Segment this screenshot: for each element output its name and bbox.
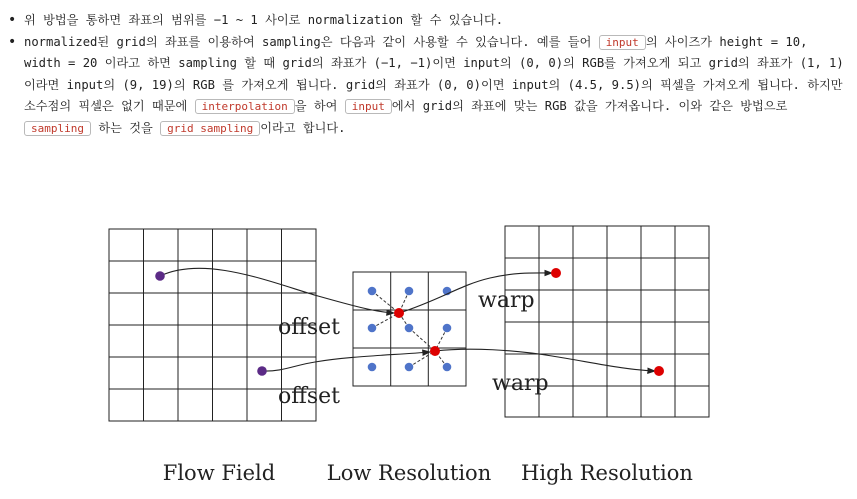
bullet-text-1: 위 방법을 통하면 좌표의 범위를 −1 ~ 1 사이로 normalization 할 수 있습니다. [24, 13, 504, 27]
offset-label-top: offset [278, 315, 341, 340]
code-input: input [599, 35, 646, 50]
caption-low-resolution: Low Resolution [326, 461, 492, 485]
bullet-text-2e: 하는 것을 [90, 120, 161, 135]
sample-point [443, 363, 452, 372]
code-grid-sampling: grid sampling [160, 121, 260, 136]
bullet-text-2c: 을 하여 [294, 99, 345, 114]
caption-high-resolution: High Resolution [521, 461, 693, 485]
caption-flow-field: Flow Field [162, 461, 276, 485]
bullet-text-2a: normalized된 grid의 좌표를 이용하여 sampling은 다음과 같이 사용할 수 있습니다. 예를 들어 [24, 34, 599, 49]
warped-point-top [551, 268, 561, 278]
bullet-text-2d: 에서 grid의 좌표에 맞는 RGB 값을 가져옵니다. 이와 같은 방법으로 [391, 99, 788, 114]
flow-field-point-top [155, 271, 165, 281]
code-input-2: input [345, 99, 392, 114]
low-resolution-sample-points [368, 287, 452, 372]
sampled-point-top [394, 308, 404, 318]
offset-label-bottom: offset [278, 384, 341, 409]
code-sampling: sampling [24, 121, 91, 136]
sample-point [405, 324, 414, 333]
warped-point-bottom [654, 366, 664, 376]
warp-label-bottom: warp [492, 371, 549, 396]
sample-point [405, 287, 414, 296]
bullet-text-2b: 의 사이즈가 height = 10, width = 20 이라고 하면 sampling 할 때 grid의 좌표가 (−1, −1)이면 input의 (0, 0)의 RGB를 가져오게 되고 grid의 좌표가 (1, 1)이라면 input의 (9, 19)의 RGB 를 가져오게 됩니다. grid의 좌표가 (0, 0)이면 input의 (4.5, 9.5)의 픽셀을 가져오게 됩니다. 하지만 소수점의 픽셀은 없기 때문에 [24, 34, 844, 114]
sample-point [443, 324, 452, 333]
sampled-point-bottom [430, 346, 440, 356]
bullet-text-2f: 이라고 합니다. [260, 120, 346, 135]
flow-field-point-bottom [257, 366, 267, 376]
sample-point [368, 324, 377, 333]
sample-point [368, 363, 377, 372]
sample-point [405, 363, 414, 372]
warp-label-top: warp [478, 288, 535, 313]
code-interpolation: interpolation [195, 99, 295, 114]
sample-point [368, 287, 377, 296]
